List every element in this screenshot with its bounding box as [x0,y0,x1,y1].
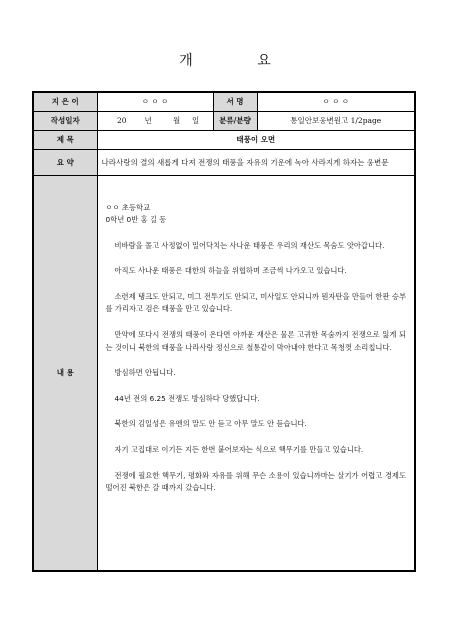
paragraph: 북한의 김일성은 유엔의 말도 안 듣고 아무 말도 안 듣습니다. [114,419,307,429]
paragraph: 만약에 또다시 전쟁의 태풍이 온다면 아까운 재산은 물론 고귀한 목숨까지 전쟁으로 잃게 되는 것이니 북한의 태풍을 나라사랑 정신으로 철통같이 막아내야 한다고 목청껏 소리칩니다. [105,330,406,352]
summary-value: 나라사랑의 결의 새롭게 다져 전쟁의 태풍을 자유의 기운에 녹아 사라지게 하자는 웅변문 [97,149,415,175]
author-row [33,92,415,111]
paragraph: 아직도 사나운 태풍은 대한의 하늘을 위협하며 조금씩 나가오고 있습니다. [114,266,347,276]
subject-label: 제 목 [33,130,97,149]
paragraph: 소련제 탱크도 안되고, 미그 전투기도 안되고, 미사일도 안되니까 뭔자탄을 만들어 한판 승부를 가리자고 검은 태풍을 만고 있습니다. [105,291,406,314]
subject-value: 태풍이 오면 [97,130,415,149]
category-value: 통일안보웅변원고 1/2page [257,111,415,130]
paragraph: 44년 전의 6.25 전쟁도 방심하다 당했답니다. [114,393,260,403]
date-label: 작성일자 [33,111,97,130]
category-label: 분류/분량 [213,111,257,130]
date-day-unit: 일 [191,116,200,125]
date-row [33,111,415,130]
student-name: 0학년 0반 홍 길 동 [105,215,167,225]
date-value [97,111,213,130]
content-row [33,175,415,571]
page-title: 개 요 [179,53,301,69]
summary-row [33,149,415,175]
date-year: 20 [117,116,127,125]
signature-label: 서 명 [213,92,257,111]
signature-value: ㅇ ㅇ ㅇ [257,92,415,111]
school-name: ㅇㅇ 초등학교 [105,202,151,212]
summary-label: 요 약 [33,149,97,175]
author-value: ㅇ ㅇ ㅇ [97,92,213,111]
speech-content [97,175,415,571]
date-year-unit: 년 [144,116,152,125]
date-month-unit: 월 [172,116,181,125]
paragraph: 비바람을 몰고 사정없이 밀어닥치는 사나운 태풍은 우리의 재산도 목숨도 앗아갑니다. [114,240,385,250]
author-label: 지 은 이 [33,92,97,111]
paragraph: 방심하면 안됩니다. [114,368,176,378]
paragraph: 자기 고집대로 이기든 지든 한번 붙어보자는 식으로 핵무기를 만들고 있습니다. [114,445,364,455]
subject-row [33,130,415,149]
info-form-table [32,91,416,572]
content-label: 내 용 [33,175,97,571]
paragraph: 전쟁에 필요한 핵무기, 평화와 자유를 위해 무슨 소용이 있습니까마는 살기가 어렵고 경제도 떨어진 북한은 갈 때까지 갔습니다. [105,470,406,493]
